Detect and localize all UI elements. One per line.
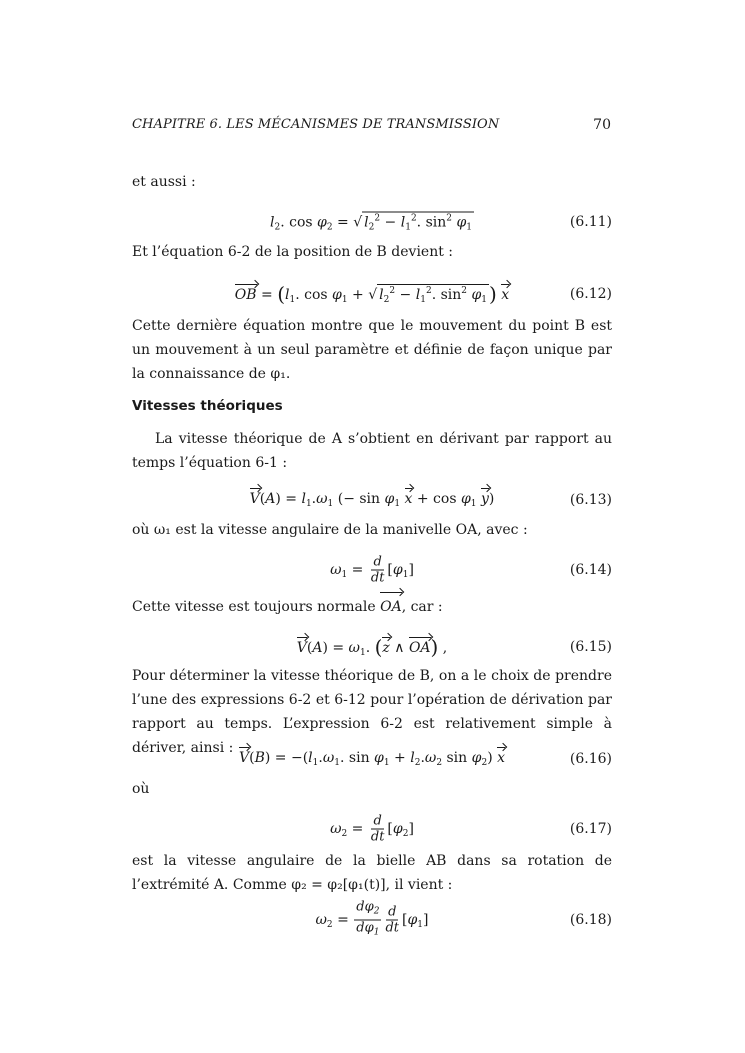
equation-body: $V(B) = -(l_1.\omega_1$. $\sin \varphi_1 + l_2.\omega_2$ $\sin \varphi_2$) x — [238, 750, 506, 768]
paragraph-ou: où — [132, 781, 150, 797]
equation-6-18 — [132, 899, 612, 938]
paragraph-normale-oa — [132, 595, 612, 619]
equation-body: $\omega_2$ = $\frac{d\varphi_2}{d\varphi_1}$ $\frac{d}{dt}$ $[\varphi_1]$ — [315, 899, 429, 938]
equation-6-11 — [132, 205, 612, 239]
paragraph-mouvement-b: Cette dernière équation montre que le mouvement du point B est un mouvement à un seul paramètre et définie de façon unique par la connaissance de φ₁. — [132, 318, 612, 382]
text-run: , car : — [401, 599, 443, 615]
text-run: Cette vitesse est toujours normale — [132, 599, 381, 615]
equation-6-13 — [132, 483, 612, 517]
equation-number: (6.13) — [569, 492, 612, 508]
equation-number: (6.15) — [569, 639, 612, 655]
vector-oa: OA — [380, 595, 402, 619]
equation-body: $\omega_1$ = $\frac{d}{dt}$ $[\varphi_1]$ — [330, 554, 414, 586]
equation-body: OB = ($l_1$. $\cos \varphi_1$ + √ $l_2^2 - l_1^2$. $\sin^2 \varphi_1$ ) x — [234, 282, 510, 306]
equation-number: (6.18) — [569, 912, 612, 928]
equation-6-14 — [132, 553, 612, 587]
equation-body: $l_2$. $\cos \varphi_2$ = √ $l_2^2 - l_1^2$. $\sin^2 \varphi_1$ — [269, 213, 472, 233]
equation-number: (6.12) — [569, 286, 612, 302]
paragraph-omega-1: où ω₁ est la vitesse angulaire de la manivelle OA, avec : — [132, 522, 528, 538]
paragraph-vitesse-a: La vitesse théorique de A s’obtient en dérivant par rapport au temps l’équation 6-1 : — [132, 431, 612, 471]
equation-body: $\omega_2$ = $\frac{d}{dt}$ $[\varphi_2]$ — [330, 813, 414, 845]
running-header-title: CHAPITRE 6. LES MÉCANISMES DE TRANSMISSION — [132, 117, 500, 132]
section-heading: Vitesses théoriques — [132, 398, 283, 414]
page-number: 70 — [593, 117, 611, 133]
equation-number: (6.11) — [569, 214, 612, 230]
equation-body: $V(A) = l_1.\omega_1$ (− $\sin \varphi_1$ $x + \cos \varphi_1$ y) — [249, 491, 495, 509]
equation-body: $V(A) = \omega_1$. (z ∧ OA) , — [296, 635, 448, 659]
equation-number: (6.16) — [569, 751, 612, 767]
equation-6-15 — [132, 630, 612, 664]
paragraph-vitesse-b: Pour déterminer la vitesse théorique de B, on a le choix de prendre l’une des expressions 6-2 et 6-12 pour l’opération de dérivation par rapport au temps. L’expression 6-2 est relativement simple à dériver, ainsi : — [132, 668, 612, 756]
paragraph-et-aussi: et aussi : — [132, 174, 196, 190]
equation-6-17 — [132, 812, 612, 846]
equation-6-16 — [132, 742, 612, 776]
paragraph-equation-6-2: Et l’équation 6-2 de la position de B devient : — [132, 244, 454, 260]
paragraph-omega-2: est la vitesse angulaire de la bielle AB dans sa rotation de l’extrémité A. Comme φ₂ = φ₂[φ₁(t)], il vient : — [132, 853, 612, 893]
equation-6-12 — [132, 277, 612, 311]
equation-number: (6.14) — [569, 562, 612, 578]
equation-number: (6.17) — [569, 821, 612, 837]
